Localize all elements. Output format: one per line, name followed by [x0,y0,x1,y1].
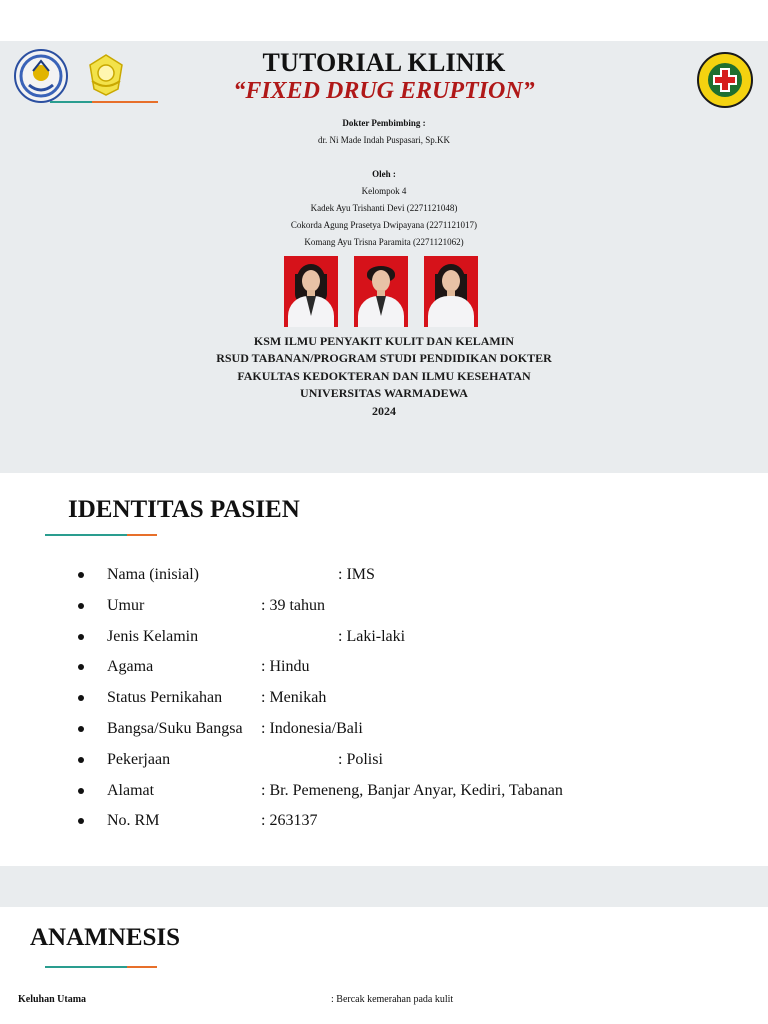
bullet-icon [78,757,84,763]
by-heading: Oleh : [372,169,396,179]
member-3: Komang Ayu Trisna Paramita (2271121062) [304,237,464,247]
field-label: Status Pernikahan [107,689,223,707]
bullet-icon [78,695,84,701]
slide-subtitle: “FIXED DRUG ERUPTION” [233,78,535,104]
institution-line-3: FAKULTAS KEDOKTERAN DAN ILMU KESEHATAN [237,369,531,383]
accent-line-orange [127,966,157,968]
field-value: : Indonesia/Bali [261,719,363,737]
accent-line-orange [127,534,157,536]
institution-line-2: RSUD TABANAN/PROGRAM STUDI PENDIDIKAN DOKTER [216,351,552,365]
field-label: Nama (inisial) [107,566,199,583]
anamnesis-heading: ANAMNESIS [30,924,181,951]
patient-identity-slide [0,473,768,866]
field-label: Agama [107,658,154,676]
field-label: Bangsa/Suku Bangsa [107,719,243,737]
complaint-label: Keluhan Utama [18,994,87,1005]
field-value: : Br. Pemeneng, Banjar Anyar, Kediri, Tabanan [261,781,563,799]
member-photo-3 [424,256,478,327]
field-label: Alamat [107,781,155,799]
field-value: : Polisi [338,750,383,768]
bullet-icon [78,572,84,578]
field-value: : Menikah [261,689,327,707]
accent-line-teal [45,534,127,536]
institution-line-4: UNIVERSITAS WARMADEWA [300,386,468,400]
bullet-icon [78,726,84,732]
slide-separator [0,866,768,907]
supervisor-heading: Dokter Pembimbing : [342,118,426,128]
field-value: : Laki-laki [338,627,406,645]
title-slide [0,41,768,473]
supervisor-name: dr. Ni Made Indah Puspasari, Sp.KK [318,135,450,145]
bullet-icon [78,664,84,670]
institution-line-1: KSM ILMU PENYAKIT KULIT DAN KELAMIN [253,334,515,348]
member-photo-2 [354,256,408,327]
bullet-icon [78,634,84,640]
field-label: Pekerjaan [107,750,171,768]
institution-year: 2024 [372,404,396,418]
accent-line-teal [45,966,127,968]
slide-title: TUTORIAL KLINIK [262,48,506,77]
identity-heading: IDENTITAS PASIEN [68,496,300,523]
bullet-icon [78,603,84,609]
bullet-icon [78,788,84,794]
member-photo-1 [284,256,338,327]
field-value: : 39 tahun [261,596,325,614]
anamnesis-slide [0,907,768,1024]
group-label: Kelompok 4 [361,186,407,196]
field-label: No. RM [107,812,160,830]
complaint-value: : Bercak kemerahan pada kulit [331,994,454,1005]
field-value: : IMS [338,566,375,583]
field-label: Umur [107,596,145,614]
member-2: Cokorda Agung Prasetya Dwipayana (2271121017) [290,220,478,230]
field-label: Jenis Kelamin [107,627,199,645]
field-value: : Hindu [261,658,310,676]
member-1: Kadek Ayu Trishanti Devi (2271121048) [310,203,458,213]
field-value: : 263137 [261,812,318,830]
bullet-icon [78,818,84,824]
